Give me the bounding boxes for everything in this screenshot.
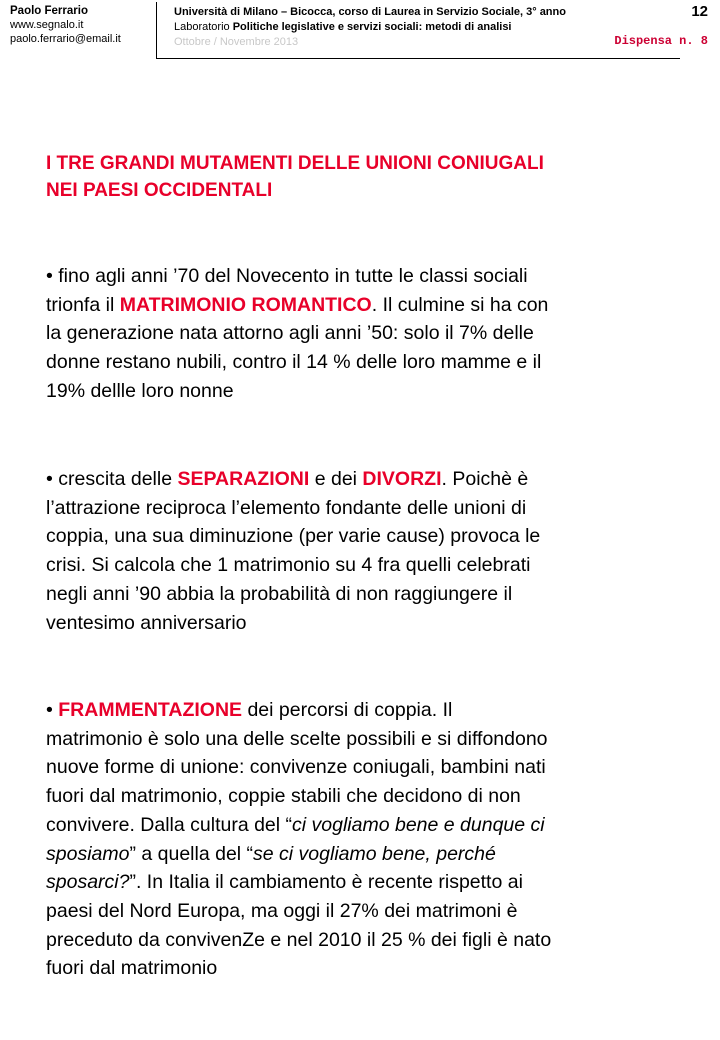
- course-period: Ottobre / Novembre 2013: [174, 36, 299, 48]
- p3-text: dei percorsi di coppia. Il: [242, 699, 453, 721]
- paragraph-romantic-marriage: [46, 262, 686, 406]
- p3-italic: ci vogliamo bene e dunque ci: [292, 813, 545, 836]
- keyword-separazioni: SEPARAZIONI: [177, 468, 310, 490]
- p1-line-1: • fino agli anni ’70 del Novecento in tutte le classi sociali: [46, 265, 528, 287]
- p2-text: . Poichè è: [441, 468, 529, 490]
- p1-line-3: la generazione nata attorno agli anni ’50: solo il 7% delle: [46, 322, 534, 345]
- keyword-matrimonio-romantico: MATRIMONIO ROMANTICO: [119, 293, 372, 316]
- p2-line-4: crisi. Si calcola che 1 matrimonio su 4 fra quelli celebrati: [46, 554, 531, 577]
- p3-text: •: [46, 699, 59, 721]
- p3-italic: sposiamo: [46, 842, 130, 865]
- p3-text: ”. In Italia il cambiamento è recente rispetto ai: [129, 871, 523, 894]
- p2-text: • crescita delle: [46, 468, 178, 490]
- p1-line-5: 19% dellle loro nonne: [46, 379, 234, 402]
- p3-line-10: fuori dal matrimonio: [46, 957, 218, 980]
- p3-line-9: preceduto da convivenZe e nel 2010 il 25 % dei figli è nato: [46, 928, 552, 951]
- author-name: Paolo Ferrario: [10, 5, 88, 17]
- p3-line-8: paesi del Nord Europa, ma oggi il 27% dei matrimoni è: [46, 899, 518, 922]
- p2-text: e dei: [309, 468, 363, 490]
- course-lab-prefix: Laboratorio: [174, 21, 233, 33]
- p1-line-2: [46, 291, 686, 320]
- header-divider-vertical: [156, 2, 157, 58]
- p2-line-2: l’attrazione reciproca l’elemento fondante delle unioni di: [46, 496, 527, 519]
- keyword-frammentazione: FRAMMENTAZIONE: [58, 699, 243, 721]
- p3-italic: sposarci?: [46, 871, 130, 894]
- title-line-2: NEI PAESI OCCIDENTALI: [46, 180, 273, 201]
- dispensa-label: Dispensa n. 8: [614, 34, 708, 48]
- page-number: 12: [691, 3, 708, 20]
- p3-line-3: nuove forme di unione: convivenze coniugali, bambini nati: [46, 756, 546, 779]
- p2-line-5: negli anni ’90 abbia la probabilità di non raggiungere il: [46, 582, 513, 605]
- paragraph-fragmentation: [46, 696, 686, 983]
- p3-line-2: matrimonio è solo una delle scelte possibili e si diffondono: [46, 727, 548, 750]
- p3-line-1: [46, 696, 686, 725]
- p3-italic: se ci vogliamo bene, perché: [253, 842, 496, 865]
- course-block: [174, 5, 566, 50]
- keyword-divorzi: DIVORZI: [362, 468, 442, 490]
- author-email: paolo.ferrario@email.it: [10, 33, 121, 45]
- section-title: [46, 150, 696, 204]
- p1-text: . Il culmine si ha con: [371, 293, 549, 316]
- course-lab: [174, 20, 566, 35]
- p2-line-1: [46, 465, 686, 494]
- p3-text: ” a quella del “: [129, 842, 254, 865]
- title-line-1: I TRE GRANDI MUTAMENTI DELLE UNIONI CONIUGALI: [46, 153, 544, 174]
- p3-line-7: [46, 868, 686, 897]
- p1-line-4: donne restano nubili, contro il 14 % delle loro mamme e il: [46, 351, 542, 374]
- p3-text: convivere. Dalla cultura del “: [46, 813, 293, 836]
- p2-line-6: ventesimo anniversario: [46, 611, 247, 634]
- course-university: Università di Milano – Bicocca, corso di Laurea in Servizio Sociale, 3° anno: [174, 6, 566, 18]
- p3-line-5: [46, 811, 686, 840]
- p2-line-3: coppia, una sua diminuzione (per varie cause) provoca le: [46, 525, 541, 548]
- p1-text: trionfa il: [46, 293, 120, 316]
- header-divider-horizontal: [156, 58, 680, 59]
- author-site: www.segnalo.it: [10, 19, 84, 31]
- p3-line-4: fuori dal matrimonio, coppie stabili che decidono di non: [46, 785, 521, 808]
- p3-line-6: [46, 840, 686, 869]
- paragraph-separations: [46, 465, 686, 637]
- author-block: [10, 4, 121, 46]
- page-header: [0, 0, 720, 60]
- course-lab-title: Politiche legislative e servizi sociali: metodi di analisi: [232, 21, 512, 33]
